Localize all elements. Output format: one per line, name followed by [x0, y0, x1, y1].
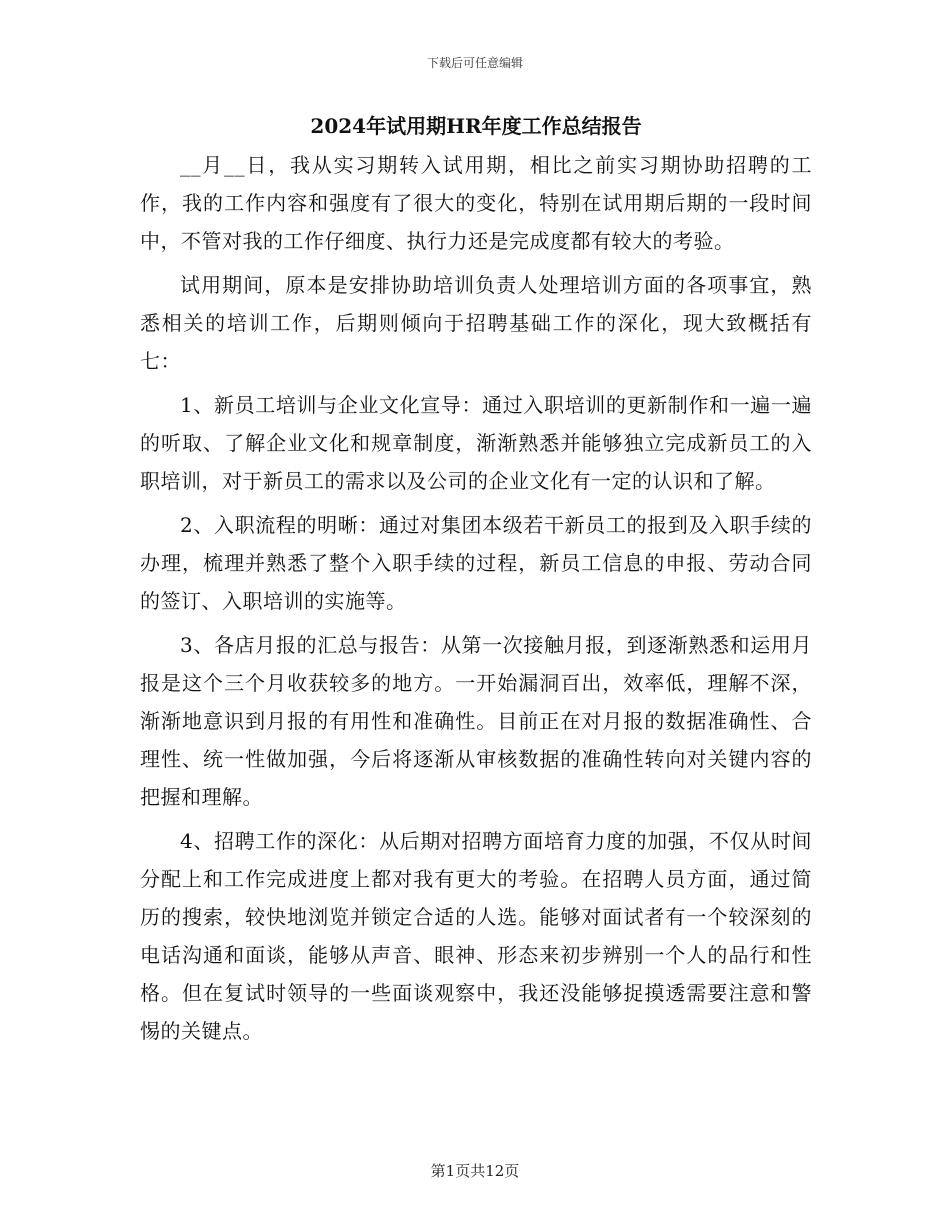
- paragraph: 试用期间，原本是安排协助培训负责人处理培训方面的各项事宜，熟悉相关的培训工作，后期则倾向于招聘基础工作的深化，现大致概括有七：: [140, 273, 812, 373]
- document-body: [140, 110, 812, 1056]
- paragraph: 3、各店月报的汇总与报告：从第一次接触月报，到逐渐熟悉和运用月报是这个三个月收获较多的地方。一开始漏洞百出，效率低，理解不深，渐渐地意识到月报的有用性和准确性。目前正在对月报的数据准确性、合理性、统一性做加强，今后将逐渐从审核数据的准确性转向对关键内容的把握和理解。: [140, 633, 812, 809]
- page-number: 第1页共12页: [430, 1162, 520, 1180]
- document-title: 2024年试用期HR年度工作总结报告: [310, 114, 642, 138]
- header-note: 下载后可任意编辑: [426, 56, 523, 70]
- paragraph: __月__日，我从实习期转入试用期，相比之前实习期协助招聘的工作，我的工作内容和强度有了很大的变化，特别在试用期后期的一段时间中，不管对我的工作仔细度、执行力还是完成度都有较大的考验。: [140, 153, 812, 253]
- paragraph: 4、招聘工作的深化：从后期对招聘方面培育力度的加强，不仅从时间分配上和工作完成进度上都对我有更大的考验。在招聘人员方面，通过简历的搜索，较快地浏览并锁定合适的人选。能够对面试者有一个较深刻的电话沟通和面谈，能够从声音、眼神、形态来初步辨别一个人的品行和性格。但在复试时领导的一些面谈观察中，我还没能够捉摸透需要注意和警惕的关键点。: [140, 829, 812, 1043]
- paragraph: 2、入职流程的明晰：通过对集团本级若干新员工的报到及入职手续的办理，梳理并熟悉了整个入职手续的过程，新员工信息的申报、劳动合同的签订、入职培训的实施等。: [140, 513, 812, 613]
- paragraph: 1、新员工培训与企业文化宣导：通过入职培训的更新制作和一遍一遍的听取、了解企业文化和规章制度，渐渐熟悉并能够独立完成新员工的入职培训，对于新员工的需求以及公司的企业文化有一定的认识和了解。: [140, 393, 812, 493]
